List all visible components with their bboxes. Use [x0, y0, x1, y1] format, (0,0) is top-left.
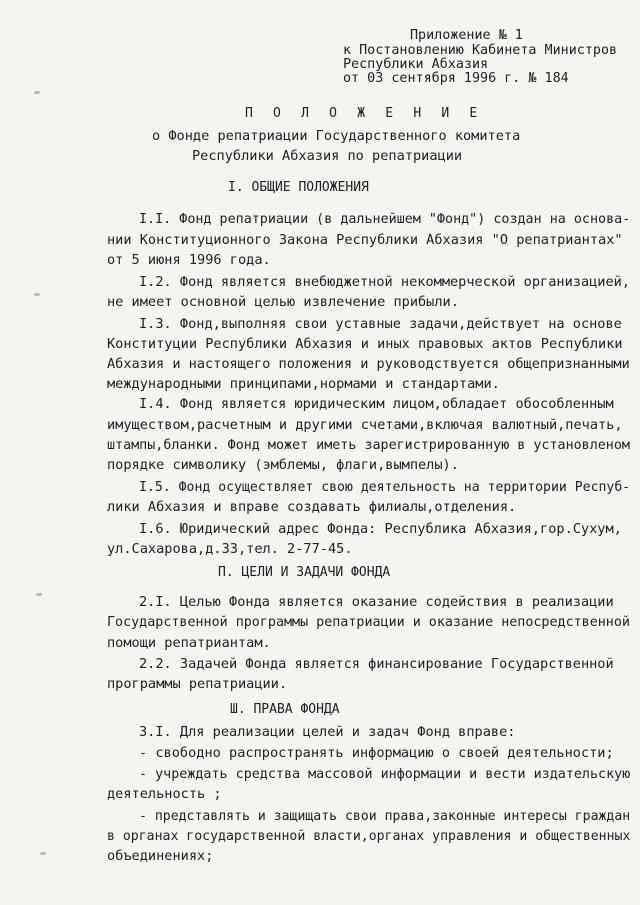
punch-hole-mark: [34, 293, 40, 296]
appendix-line-1: к Постановлению Кабинета Министров: [343, 43, 618, 58]
paragraph-line: Государственной программы репатриации и оказание непосредственной: [107, 614, 630, 630]
paragraph-line: Конституции Республики Абхазия и иных правовых актов Республики: [107, 336, 623, 352]
list-item: в органах государственной власти,органах управления и общественных: [107, 828, 631, 844]
document-subtitle-2: Республики Абхазия по репатриации: [192, 148, 463, 164]
section-heading-rights: Ш. ПРАВА ФОНДА: [230, 702, 340, 717]
punch-hole-mark: [40, 852, 46, 855]
appendix-line-3: от 03 сентября 1996 г. № 184: [343, 71, 569, 86]
paragraph-line: 2.I. Целью Фонда является оказание содействия в реализации: [139, 594, 614, 610]
paragraph-line: I.6. Юридический адрес Фонда: Республика Абхазия,гор.Сухум,: [139, 521, 622, 537]
paragraph-line: порядке символику (эмблемы, флаги,вымпелы).: [107, 457, 459, 473]
section-heading-general: I. ОБЩИЕ ПОЛОЖЕНИЯ: [228, 180, 369, 195]
appendix-line-2: Республики Абхазия: [343, 57, 489, 72]
list-item: деятельность ;: [107, 786, 222, 802]
paragraph-line: I.3. Фонд,выполняя свои уставные задачи,действует на основе: [139, 316, 622, 332]
paragraph-line: программы репатриации.: [107, 676, 288, 692]
paragraph-line: нии Конституционного Закона Республики Абхазия "О репатриантах": [107, 232, 623, 248]
paragraph-line: международными принципами,нормами и стандартами.: [107, 376, 500, 392]
section-heading-goals: П. ЦЕЛИ И ЗАДАЧИ ФОНДА: [218, 565, 391, 580]
paragraph-line: помощи репатриантам.: [107, 635, 271, 651]
list-item: - представлять и защищать свои права,законные интересы граждан: [139, 808, 631, 824]
list-item: - свободно распространять информацию о своей деятельности;: [139, 745, 614, 761]
paragraph-line: 2.2. Задачей Фонда является финансирование Государственной: [139, 656, 614, 672]
punch-hole-mark: [34, 91, 40, 94]
paragraph-line: I.5. Фонд осуществляет свою деятельность на территории Респуб-: [139, 479, 631, 495]
list-item: - учреждать средства массовой информации и вести издательскую: [139, 766, 631, 782]
paragraph-line: лики Абхазия и вправе создавать филиалы,отделения.: [107, 499, 517, 515]
document-title: П О Л О Ж Е Н И Е: [245, 106, 484, 121]
appendix-number: Приложение № 1: [410, 28, 523, 43]
paragraph-line: имуществом,расчетным и другими счетами,включая валютный,печать,: [107, 417, 623, 433]
paragraph-line: не имеет основной целью извлечение прибыли.: [107, 294, 459, 310]
paragraph-line: I.I. Фонд репатриации (в дальнейшем "Фонд") создан на основа-: [139, 211, 631, 227]
document-subtitle-1: о Фонде репатриации Государственного комитета: [152, 128, 521, 144]
punch-hole-mark: [36, 593, 42, 596]
paragraph-line: I.2. Фонд является внебюджетной некоммерческой организацией,: [139, 274, 631, 290]
list-item: объединениях;: [107, 848, 214, 864]
paragraph-line: штампы,бланки. Фонд может иметь зарегистрированную в установленом: [107, 437, 630, 453]
paragraph-line: 3.I. Для реализации целей и задач Фонд вправе:: [139, 724, 516, 740]
paragraph-line: от 5 июня 1996 года.: [107, 252, 271, 268]
paragraph-line: Абхазия и настоящего положения и руководствуется общепризнанными: [107, 356, 630, 372]
paragraph-line: I.4. Фонд является юридическим лицом,обладает обособленным: [139, 396, 614, 412]
paragraph-line: ул.Сахарова,д.33,тел. 2-77-45.: [107, 541, 353, 557]
